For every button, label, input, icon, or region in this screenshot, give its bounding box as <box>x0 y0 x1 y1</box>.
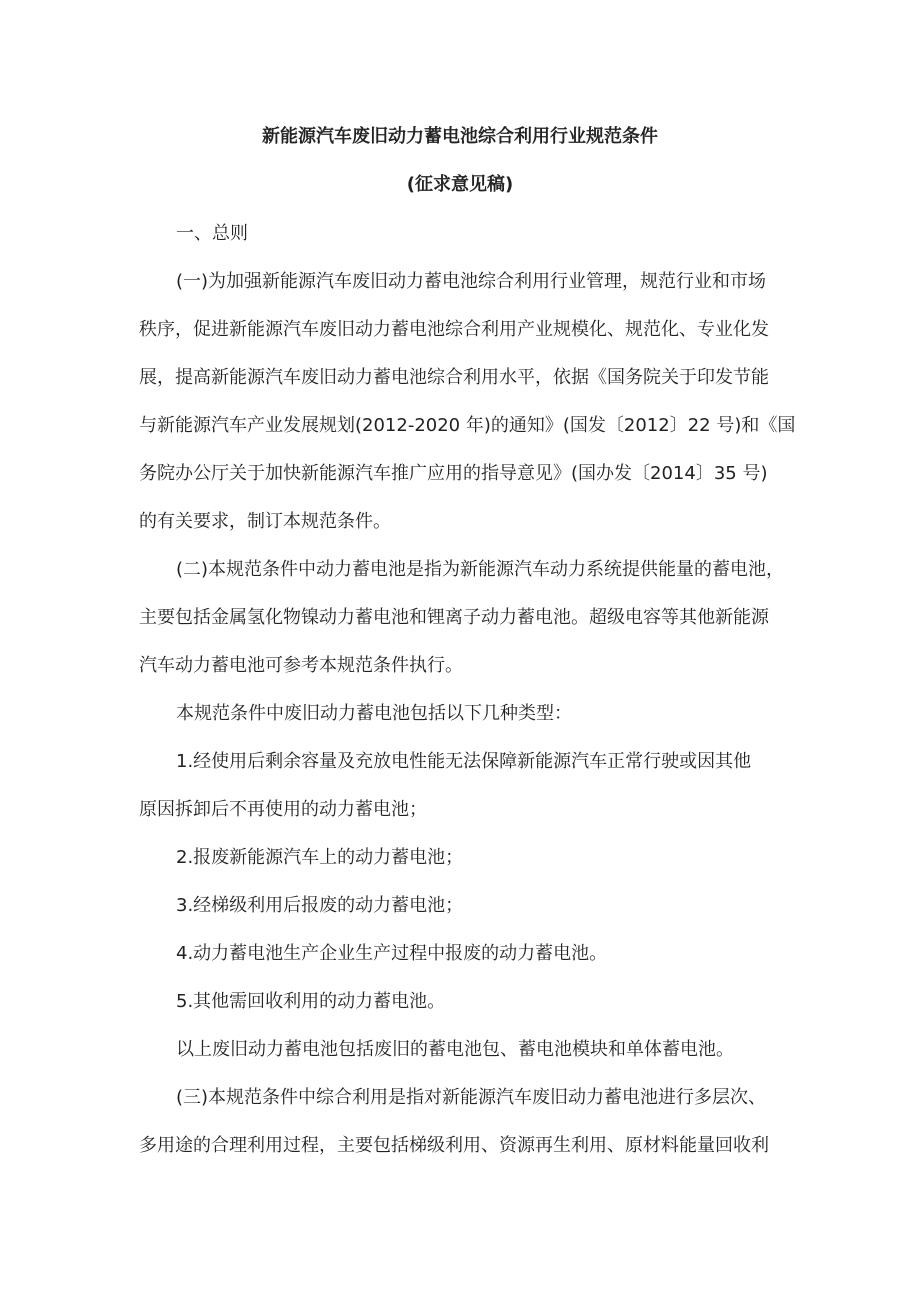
list-item-3: 3.经梯级利用后报废的动力蓄电池； <box>176 895 464 916</box>
paragraph-2-line: (二)本规范条件中动力蓄电池是指为新能源汽车动力系统提供能量的蓄电池， <box>176 559 785 580</box>
paragraph-5-line: 多用途的合理利用过程，主要包括梯级利用、资源再生利用、原材料能量回收利 <box>139 1135 769 1156</box>
paragraph-1-line: 与新能源汽车产业发展规划(2012-2020 年)的通知》(国发〔2012〕22 号)和《国 <box>139 415 796 436</box>
document-title: 新能源汽车废旧动力蓄电池综合利用行业规范条件 <box>262 126 658 147</box>
list-item-5: 5.其他需回收利用的动力蓄电池。 <box>176 991 446 1012</box>
paragraph-1-line: 展，提高新能源汽车废旧动力蓄电池综合利用水平，依据《国务院关于印发节能 <box>139 367 769 388</box>
paragraph-2-line: 主要包括金属氢化物镍动力蓄电池和锂离子动力蓄电池。超级电容等其他新能源 <box>139 607 769 628</box>
section-heading: 一、总则 <box>176 223 248 244</box>
paragraph-5-line: (三)本规范条件中综合利用是指对新能源汽车废旧动力蓄电池进行多层次、 <box>176 1087 767 1108</box>
paragraph-1-line: 秩序，促进新能源汽车废旧动力蓄电池综合利用产业规模化、规范化、专业化发 <box>139 319 769 340</box>
paragraph-1-line: (一)为加强新能源汽车废旧动力蓄电池综合利用行业管理，规范行业和市场 <box>176 271 767 292</box>
document-subtitle: (征求意见稿) <box>406 174 514 195</box>
list-item-4: 4.动力蓄电池生产企业生产过程中报废的动力蓄电池。 <box>176 943 608 964</box>
paragraph-2-line: 汽车动力蓄电池可参考本规范条件执行。 <box>139 655 463 676</box>
list-item-1-line: 原因拆卸后不再使用的动力蓄电池； <box>139 799 427 820</box>
list-item-2: 2.报废新能源汽车上的动力蓄电池； <box>176 847 464 868</box>
paragraph-1-line: 务院办公厅关于加快新能源汽车推广应用的指导意见》(国办发〔2014〕35 号) <box>139 463 768 484</box>
paragraph-1-line: 的有关要求，制订本规范条件。 <box>139 511 391 532</box>
list-item-1-line: 1.经使用后剩余容量及充放电性能无法保障新能源汽车正常行驶或因其他 <box>176 751 752 772</box>
paragraph-3: 本规范条件中废旧动力蓄电池包括以下几种类型： <box>176 703 572 724</box>
paragraph-4: 以上废旧动力蓄电池包括废旧的蓄电池包、蓄电池模块和单体蓄电池。 <box>176 1039 734 1060</box>
